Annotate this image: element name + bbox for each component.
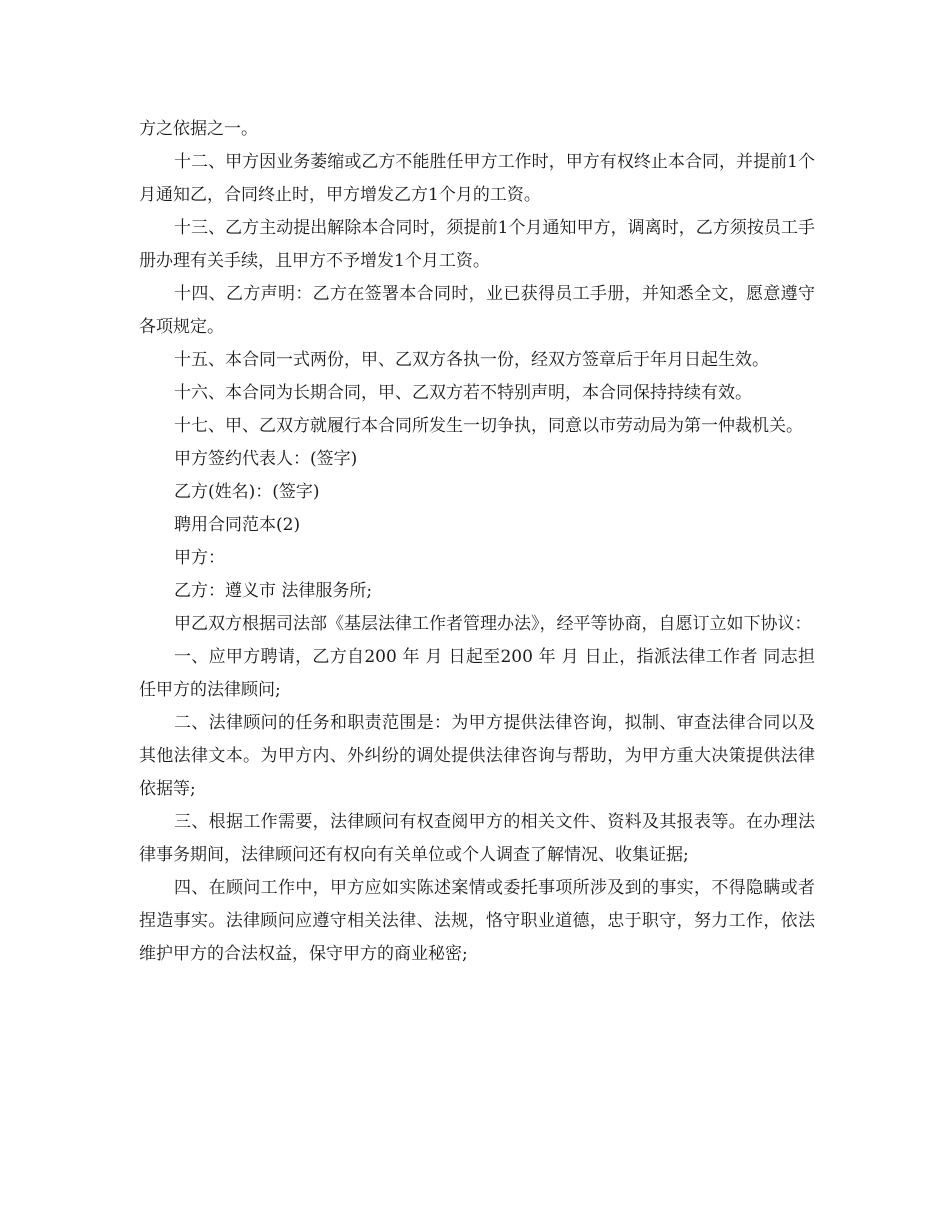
party-b-signature-line: 乙方(姓名)：(签字) <box>174 482 320 502</box>
paragraph-continuation: 方之依据之一。 <box>139 119 258 139</box>
clause-15: 十五、本合同一式两份，甲、乙双方各执一份，经双方签章后于年月日起生效。 <box>174 350 769 370</box>
party-a-line: 甲方： <box>174 548 225 568</box>
article-1: 一、应甲方聘请，乙方自200 年 月 日起至200 年 月 日止，指派法律工作者 同志担任甲方的法律顾问; <box>139 647 815 700</box>
document-body <box>139 113 815 971</box>
clause-13: 十三、乙方主动提出解除本合同时，须提前1个月通知甲方，调离时，乙方须按员工手册办理有关手续，且甲方不予增发1个月工资。 <box>139 218 815 271</box>
article-2: 二、法律顾问的任务和职责范围是：为甲方提供法律咨询，拟制、审查法律合同以及其他法律文本。为甲方内、外纠纷的调处提供法律咨询与帮助，为甲方重大决策提供法律依据等; <box>139 713 815 799</box>
article-4: 四、在顾问工作中，甲方应如实陈述案情或委托事项所涉及到的事实，不得隐瞒或者捏造事实。法律顾问应遵守相关法律、法规，恪守职业道德，忠于职守，努力工作，依法维护甲方的合法权益，保守甲方的商业秘密; <box>139 878 815 964</box>
article-3: 三、根据工作需要，法律顾问有权查阅甲方的相关文件、资料及其报表等。在办理法律事务期间，法律顾问还有权向有关单位或个人调查了解情况、收集证据; <box>139 812 815 865</box>
clause-12: 十二、甲方因业务萎缩或乙方不能胜任甲方工作时，甲方有权终止本合同，并提前1个月通知乙，合同终止时，甲方增发乙方1个月的工资。 <box>139 152 815 205</box>
section-title: 聘用合同范本(2) <box>174 515 301 535</box>
clause-17: 十七、甲、乙双方就履行本合同所发生一切争执，同意以市劳动局为第一仲裁机关。 <box>174 416 803 436</box>
party-b-line: 乙方：遵义市 法律服务所; <box>174 581 373 601</box>
party-a-signature-line: 甲方签约代表人：(签字) <box>174 449 358 469</box>
clause-14: 十四、乙方声明：乙方在签署本合同时，业已获得员工手册，并知悉全文，愿意遵守各项规定。 <box>139 284 815 337</box>
preamble: 甲乙双方根据司法部《基层法律工作者管理办法》，经平等协商，自愿订立如下协议： <box>174 614 812 634</box>
clause-16: 十六、本合同为长期合同，甲、乙双方若不特别声明，本合同保持持续有效。 <box>174 383 752 403</box>
